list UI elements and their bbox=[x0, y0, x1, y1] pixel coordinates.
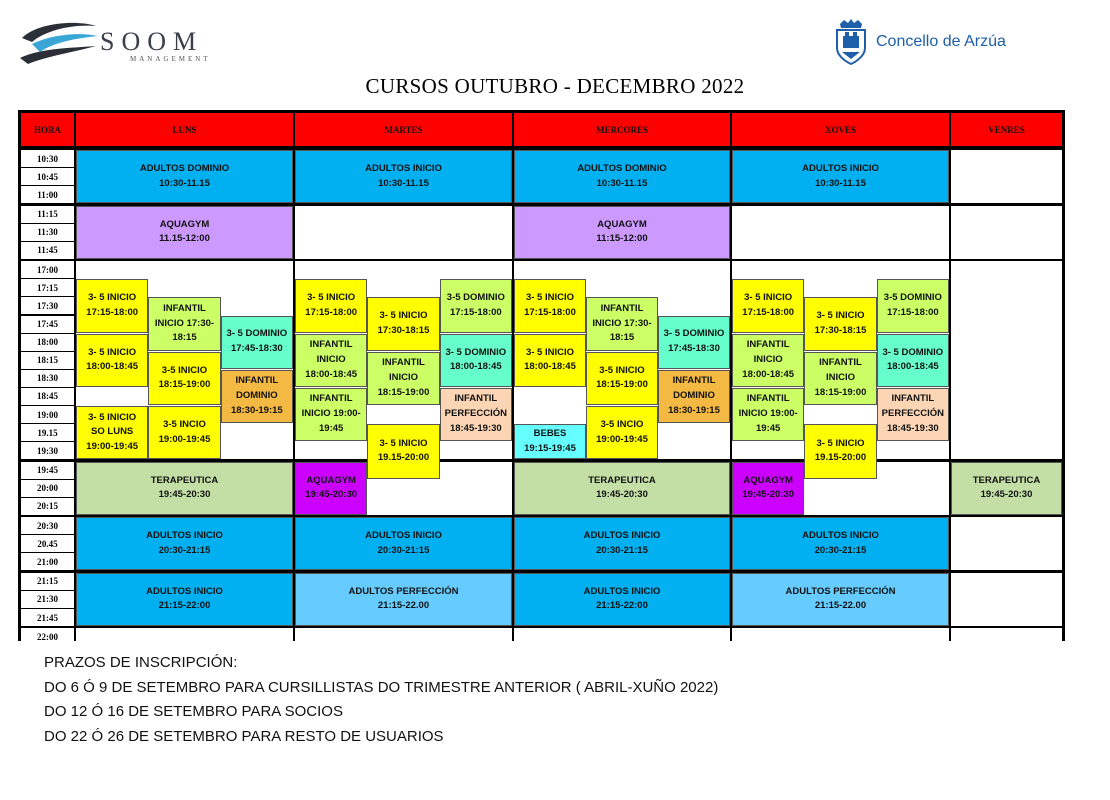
class-detail: 21:15-22:00 bbox=[158, 600, 211, 612]
class-name: BEBES bbox=[533, 427, 567, 439]
class-detail: 21:15-22.00 bbox=[814, 600, 867, 612]
class-name: INFANTIL bbox=[600, 302, 644, 314]
class-name: ADULTOS INICIO bbox=[802, 530, 879, 542]
concello-logo-name: Concello de Arzúa bbox=[876, 33, 1006, 50]
class-name: ADULTOS INICIO bbox=[146, 585, 223, 597]
class-name: 3-5 DOMINIO bbox=[446, 292, 505, 304]
class-detail: INICIO bbox=[388, 371, 418, 383]
class-block bbox=[732, 388, 804, 441]
class-detail: PERFECCIÓN bbox=[881, 408, 944, 420]
class-detail: DOMINIO bbox=[235, 390, 278, 402]
time-slot: 18:00 bbox=[21, 334, 74, 351]
notes-heading: PRAZOS DE INSCRIPCIÓN: bbox=[44, 654, 238, 671]
class-detail: 19:00-19:45 bbox=[86, 441, 139, 452]
time-slot: 20:00 bbox=[21, 480, 74, 497]
time-slot: 11:30 bbox=[21, 224, 74, 241]
class-detail: 19:45-20:30 bbox=[980, 489, 1033, 501]
class-name: 3- 5 INICIO bbox=[307, 292, 356, 304]
class-name: 3- 5 INICIO bbox=[525, 292, 575, 304]
class-name: 3- 5 DOMINIO bbox=[882, 346, 944, 358]
class-name: TERAPEUTICA bbox=[972, 474, 1041, 486]
class-block bbox=[440, 279, 512, 332]
class-block bbox=[148, 297, 220, 350]
day-header-mercores: MERCORES bbox=[514, 113, 730, 146]
soom-logo-name: SOOM bbox=[100, 27, 204, 56]
class-detail: 18:15-19:00 bbox=[596, 379, 648, 391]
class-block bbox=[76, 279, 148, 332]
class-detail: 18:30-19:15 bbox=[668, 404, 720, 416]
hour-header: HORA bbox=[21, 113, 74, 146]
class-detail: 17:45-18:30 bbox=[230, 343, 283, 355]
class-name: INFANTIL bbox=[746, 393, 790, 405]
class-name: INFANTIL bbox=[672, 375, 716, 387]
class-block bbox=[76, 150, 293, 203]
class-detail: INICIO bbox=[825, 371, 855, 383]
class-name: 3- 5 INICIO bbox=[88, 292, 137, 304]
class-detail: 21:15-22:00 bbox=[596, 600, 648, 612]
class-detail: 11:15-12:00 bbox=[596, 233, 648, 245]
class-name: AQUAGYM bbox=[597, 218, 647, 230]
class-detail: 17:15-18:00 bbox=[886, 306, 939, 318]
class-name: ADULTOS DOMINIO bbox=[577, 162, 667, 174]
class-block bbox=[295, 279, 367, 332]
class-block bbox=[732, 279, 804, 332]
class-block bbox=[295, 150, 512, 203]
class-block bbox=[732, 462, 804, 515]
class-block bbox=[367, 297, 439, 350]
class-block bbox=[514, 517, 730, 570]
class-name: ADULTOS INICIO bbox=[146, 530, 223, 542]
class-name: 3-5 INCIO bbox=[600, 418, 644, 430]
day-cell bbox=[951, 573, 1062, 626]
class-name: 3- 5 DOMINIO bbox=[445, 346, 507, 358]
class-detail: 17:30-18:15 bbox=[814, 325, 867, 337]
class-block bbox=[295, 334, 367, 387]
class-block bbox=[514, 206, 730, 259]
class-detail: INICIO 17:30- bbox=[154, 317, 215, 329]
class-block bbox=[221, 370, 293, 423]
class-name: TERAPEUTICA bbox=[150, 474, 219, 486]
class-block bbox=[440, 388, 512, 441]
class-name: 3- 5 INICIO bbox=[88, 346, 137, 358]
notes-line: DO 22 Ó 26 DE SETEMBRO PARA RESTO DE USUARIOS bbox=[44, 727, 444, 745]
class-detail: 18:45-19:30 bbox=[886, 422, 939, 434]
page-title: CURSOS OUTUBRO - DECEMBRO 2022 bbox=[365, 74, 745, 98]
class-detail: 17:15-18:00 bbox=[524, 306, 576, 318]
class-detail: 18:15 bbox=[609, 332, 635, 344]
class-name: AQUAGYM bbox=[306, 474, 356, 486]
class-detail: 19.15-20:00 bbox=[377, 452, 430, 464]
class-detail: 17:15-18:00 bbox=[86, 306, 139, 318]
class-name: INFANTIL bbox=[382, 357, 425, 369]
class-detail: 19:15-19:45 bbox=[524, 442, 576, 454]
day-cell bbox=[514, 628, 730, 645]
class-block bbox=[877, 279, 949, 332]
class-block bbox=[514, 462, 730, 515]
day-cell bbox=[951, 206, 1062, 259]
class-detail: 19:45-20:30 bbox=[158, 489, 211, 501]
time-slot: 20:30 bbox=[21, 517, 74, 534]
day-cell bbox=[732, 206, 949, 259]
class-detail: 18:00-18:45 bbox=[449, 361, 502, 373]
class-name: INFANTIL bbox=[746, 339, 790, 351]
class-block bbox=[732, 573, 949, 626]
time-slot: 11:45 bbox=[21, 242, 74, 259]
class-detail: 17:15-18:00 bbox=[305, 306, 358, 318]
class-detail: 19:45 bbox=[756, 422, 781, 434]
class-detail: 19:00-19:45 bbox=[158, 433, 211, 445]
class-name: 3-5 INCIO bbox=[163, 418, 206, 430]
class-name: 3- 5 INICIO bbox=[88, 411, 137, 423]
class-block bbox=[732, 150, 949, 203]
class-detail: 20:30-21:15 bbox=[377, 544, 430, 556]
class-block bbox=[440, 334, 512, 387]
class-detail: INICIO bbox=[753, 353, 783, 365]
class-detail: INICIO bbox=[316, 353, 346, 365]
class-detail: INICIO 17:30- bbox=[592, 317, 652, 329]
class-block bbox=[658, 316, 730, 369]
time-slot: 18:45 bbox=[21, 388, 74, 405]
class-name: 3-5 INICIO bbox=[161, 364, 208, 376]
day-cell bbox=[295, 206, 512, 259]
schedule-table bbox=[18, 110, 1065, 641]
class-name: TERAPEUTICA bbox=[588, 474, 656, 486]
day-header-xoves: XOVES bbox=[732, 113, 949, 146]
time-slot: 10:30 bbox=[21, 150, 74, 167]
day-cell bbox=[951, 261, 1062, 459]
class-name: ADULTOS INICIO bbox=[365, 530, 442, 542]
class-detail: 21:15-22.00 bbox=[377, 600, 430, 612]
class-name: ADULTOS INICIO bbox=[583, 530, 661, 542]
class-block bbox=[514, 424, 586, 459]
class-name: INFANTIL bbox=[891, 393, 935, 405]
soom-swoosh-icon bbox=[18, 18, 98, 66]
class-detail: 19:45 bbox=[319, 422, 344, 434]
class-name: 3- 5 INICIO bbox=[816, 310, 865, 322]
class-name: 3- 5 INICIO bbox=[816, 437, 865, 449]
class-block bbox=[367, 352, 439, 405]
class-detail: 18:00-18:45 bbox=[305, 368, 358, 380]
class-block bbox=[76, 462, 293, 515]
class-name: ADULTOS DOMINIO bbox=[139, 162, 230, 174]
class-name: INFANTIL bbox=[309, 393, 353, 405]
class-detail: 10:30-11.15 bbox=[378, 177, 429, 189]
class-detail: 17:30-18:15 bbox=[377, 325, 430, 337]
class-name: 3-5 DOMINIO bbox=[883, 292, 942, 304]
class-block bbox=[148, 406, 220, 459]
class-name: 3- 5 INICIO bbox=[744, 292, 793, 304]
day-cell bbox=[732, 628, 949, 645]
class-detail: 19:45-20:30 bbox=[742, 489, 795, 501]
soom-logo-sub: MANAGEMENT bbox=[130, 55, 211, 63]
registration-notes bbox=[44, 651, 718, 749]
class-name: ADULTOS INICIO bbox=[802, 162, 879, 174]
class-name: INFANTIL bbox=[819, 357, 862, 369]
time-slot: 17:45 bbox=[21, 316, 74, 333]
time-slot: 19:00 bbox=[21, 406, 74, 423]
class-detail: 19:45-20:30 bbox=[596, 489, 648, 501]
class-block bbox=[951, 462, 1062, 515]
class-block bbox=[76, 406, 148, 459]
class-detail: PERFECCIÓN bbox=[444, 408, 507, 420]
class-block bbox=[514, 573, 730, 626]
day-cell bbox=[951, 628, 1062, 645]
class-name: 3- 5 INICIO bbox=[379, 310, 428, 322]
class-block bbox=[367, 424, 439, 479]
day-cell bbox=[951, 150, 1062, 203]
class-name: 3-5 INICIO bbox=[599, 364, 645, 376]
class-name: AQUAGYM bbox=[743, 474, 793, 486]
class-detail: 20:30-21:15 bbox=[158, 544, 211, 556]
day-header-martes: MARTES bbox=[295, 113, 512, 146]
time-slot: 18:15 bbox=[21, 352, 74, 369]
class-detail: 10:30-11.15 bbox=[596, 177, 648, 189]
class-detail: 20:30-21:15 bbox=[596, 544, 648, 556]
class-block bbox=[586, 297, 658, 350]
day-header-venres: VENRES bbox=[951, 113, 1062, 146]
class-block bbox=[76, 573, 293, 626]
class-block bbox=[877, 388, 949, 441]
class-detail: 18:15-19:00 bbox=[377, 386, 430, 398]
notes-line: DO 12 Ó 16 DE SETEMBRO PARA SOCIOS bbox=[44, 703, 343, 720]
class-detail: INICIO 19:00- bbox=[301, 408, 361, 420]
time-slot: 17:00 bbox=[21, 261, 74, 278]
class-detail: 11.15-12:00 bbox=[159, 233, 210, 245]
class-block bbox=[148, 352, 220, 405]
time-slot: 20:15 bbox=[21, 498, 74, 515]
class-detail: 18:15-19:00 bbox=[814, 386, 867, 398]
concello-logo bbox=[834, 18, 1074, 66]
class-name: 3- 5 INICIO bbox=[379, 437, 428, 449]
time-slot: 21:00 bbox=[21, 553, 74, 570]
class-name: INFANTIL bbox=[309, 339, 353, 351]
time-slot: 21:45 bbox=[21, 609, 74, 626]
class-name: ADULTOS INICIO bbox=[583, 585, 661, 597]
time-slot: 19.15 bbox=[21, 424, 74, 441]
class-block bbox=[804, 352, 876, 405]
class-block bbox=[295, 573, 512, 626]
class-name: 3- 5 INICIO bbox=[525, 346, 575, 358]
class-detail: 18:00-18:45 bbox=[742, 368, 795, 380]
class-name: ADULTOS PERFECCIÓN bbox=[785, 585, 896, 597]
class-block bbox=[295, 517, 512, 570]
class-block bbox=[514, 279, 586, 332]
class-detail: 19:00-19:45 bbox=[596, 433, 648, 445]
time-slot: 17:30 bbox=[21, 297, 74, 314]
class-block bbox=[76, 334, 148, 387]
class-detail: 19:45-20:30 bbox=[305, 489, 358, 501]
class-detail: 18:15-19:00 bbox=[158, 379, 211, 391]
class-block bbox=[76, 517, 293, 570]
class-block bbox=[732, 517, 949, 570]
time-slot: 21:15 bbox=[21, 573, 74, 590]
time-slot: 11:00 bbox=[21, 186, 74, 203]
class-name: ADULTOS PERFECCIÓN bbox=[348, 585, 459, 597]
class-block bbox=[221, 316, 293, 369]
class-detail: 17:45-18:30 bbox=[668, 343, 720, 355]
class-detail: INICIO 19:00- bbox=[738, 408, 798, 420]
class-name: INFANTIL bbox=[163, 302, 206, 314]
soom-logo bbox=[18, 18, 233, 66]
class-block bbox=[586, 406, 658, 459]
time-slot: 11:15 bbox=[21, 206, 74, 223]
time-slot: 21:30 bbox=[21, 591, 74, 608]
time-slot: 10:45 bbox=[21, 168, 74, 185]
class-block bbox=[877, 334, 949, 387]
class-name: INFANTIL bbox=[235, 375, 279, 387]
notes-line: DO 6 Ó 9 DE SETEMBRO PARA CURSILLISTAS DO TRIMESTRE ANTERIOR ( ABRIL-XUÑO 2022) bbox=[44, 678, 719, 696]
class-detail: DOMINIO bbox=[673, 390, 715, 402]
class-detail: 18:00-18:45 bbox=[524, 361, 576, 373]
class-detail: 18:00-18:45 bbox=[86, 361, 139, 373]
class-block bbox=[295, 388, 367, 441]
class-block bbox=[732, 334, 804, 387]
class-block bbox=[514, 334, 586, 387]
day-cell bbox=[295, 628, 512, 645]
class-name: AQUAGYM bbox=[159, 218, 210, 230]
class-detail: 18:30-19:15 bbox=[230, 404, 283, 416]
class-block bbox=[804, 424, 876, 479]
time-slot: 19:45 bbox=[21, 462, 74, 479]
time-slot: 20.45 bbox=[21, 535, 74, 552]
class-detail: 19.15-20:00 bbox=[814, 452, 867, 464]
class-detail: 17:15-18:00 bbox=[449, 306, 502, 318]
class-detail: 17:15-18:00 bbox=[742, 306, 795, 318]
class-block bbox=[514, 150, 730, 203]
time-slot: 19:30 bbox=[21, 442, 74, 459]
class-block bbox=[658, 370, 730, 423]
class-block bbox=[804, 297, 876, 350]
time-slot: 22:00 bbox=[21, 628, 74, 645]
class-block bbox=[295, 462, 367, 515]
coat-of-arms-icon bbox=[834, 18, 868, 66]
time-slot: 18:30 bbox=[21, 370, 74, 387]
class-detail: 20:30-21:15 bbox=[814, 544, 867, 556]
day-cell bbox=[951, 517, 1062, 570]
class-detail: SO LUNS bbox=[91, 426, 134, 438]
class-name: 3- 5 DOMINIO bbox=[663, 328, 725, 340]
class-detail: 18:15 bbox=[172, 332, 197, 344]
class-detail: 18:45-19:30 bbox=[449, 422, 502, 434]
day-cell bbox=[76, 628, 293, 645]
class-detail: 10:30-11.15 bbox=[159, 177, 210, 189]
class-detail: 18:00-18:45 bbox=[886, 361, 939, 373]
class-block bbox=[586, 352, 658, 405]
day-header-luns: LUNS bbox=[76, 113, 293, 146]
class-block bbox=[76, 206, 293, 259]
class-name: 3- 5 DOMINIO bbox=[226, 328, 288, 340]
time-slot: 17:15 bbox=[21, 279, 74, 296]
class-name: INFANTIL bbox=[454, 393, 498, 405]
class-detail: 10:30-11.15 bbox=[815, 177, 866, 189]
class-name: ADULTOS INICIO bbox=[365, 162, 442, 174]
